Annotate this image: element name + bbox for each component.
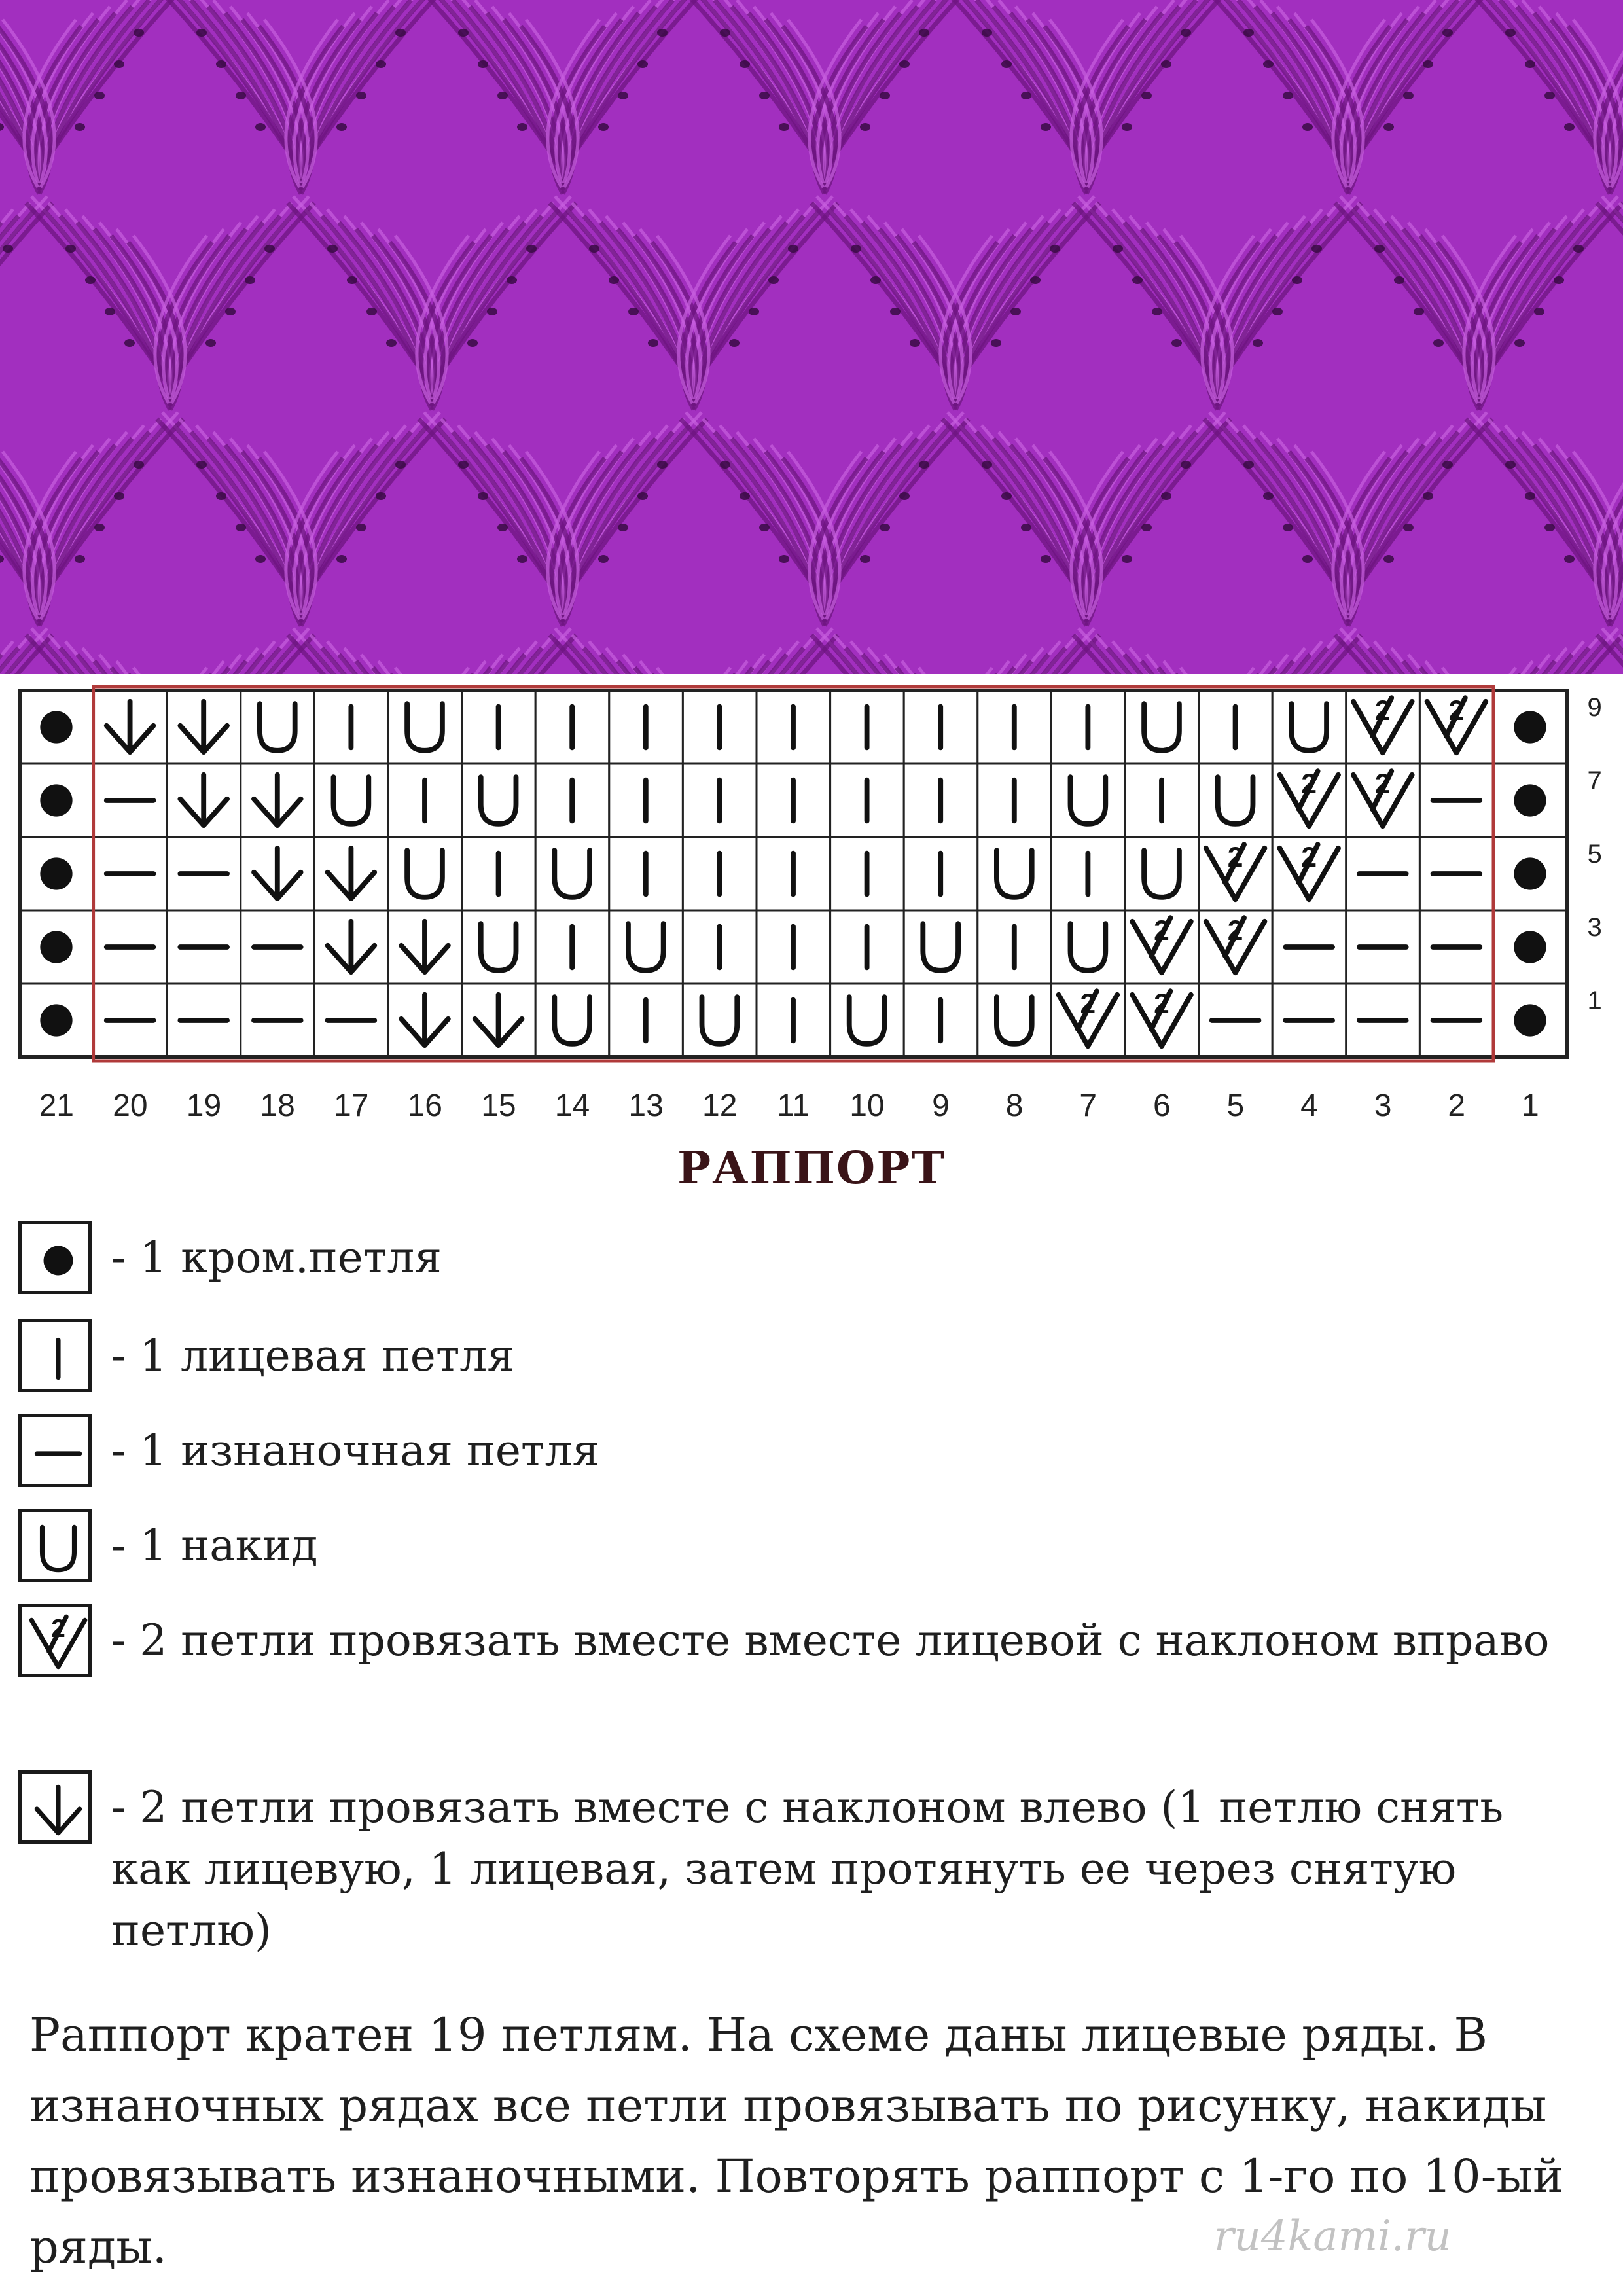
- chart-cell: [1272, 837, 1346, 910]
- chart-cell: [1199, 691, 1273, 764]
- chart-cell: [978, 837, 1052, 910]
- chart-cell: [462, 691, 536, 764]
- chart-cell: [20, 764, 94, 837]
- k2tog-count-label: 2: [51, 1614, 65, 1643]
- chart-cell: [830, 837, 904, 910]
- chart-cell: [978, 764, 1052, 837]
- chart-cell: [904, 691, 978, 764]
- chart-cell: [1419, 764, 1493, 837]
- stitch-column-number: 11: [777, 1088, 810, 1123]
- legend-symbol-box: [18, 1221, 92, 1294]
- k2tog-count-label: 2: [1301, 768, 1317, 800]
- k2tog-count-label: 2: [1227, 841, 1243, 873]
- chart-cell: [241, 691, 315, 764]
- stitch-column-number: 5: [1226, 1088, 1245, 1123]
- stitch-column-number: 9: [932, 1088, 950, 1123]
- chart-cell: [757, 910, 830, 984]
- chart-cell: [683, 837, 757, 910]
- chart-cell: [1419, 910, 1493, 984]
- chart-cell: [1346, 910, 1420, 984]
- chart-cell: [314, 910, 388, 984]
- edge-stitch-dot: [44, 1246, 73, 1276]
- chart-cell: [830, 764, 904, 837]
- chart-cell: [1346, 984, 1420, 1057]
- chart-cell: [1419, 984, 1493, 1057]
- chart-cell: [978, 984, 1052, 1057]
- chart-cell: [757, 764, 830, 837]
- chart-cell: [978, 691, 1052, 764]
- row-number: 5: [1587, 840, 1602, 869]
- chart-cell: [20, 910, 94, 984]
- chart-cell: [1125, 691, 1199, 764]
- knit-stitch-icon: [22, 1322, 95, 1395]
- chart-cell: [1125, 910, 1199, 984]
- stitch-column-number: 4: [1300, 1088, 1318, 1123]
- legend-symbol-box: [18, 1509, 92, 1582]
- chart-cell: [241, 837, 315, 910]
- stitch-column-number: 12: [702, 1088, 738, 1123]
- chart-cell: [388, 837, 462, 910]
- chart-cell: [1051, 837, 1125, 910]
- legend-text: - 1 кром.петля: [111, 1232, 442, 1283]
- stitch-column-number: 10: [849, 1088, 885, 1123]
- chart-cell: [609, 691, 683, 764]
- legend-symbol-box: [18, 1414, 92, 1487]
- chart-cell: [462, 984, 536, 1057]
- knitted-fabric-photo: [0, 0, 1623, 674]
- chart-cell: [94, 691, 168, 764]
- chart-cell: [1125, 764, 1199, 837]
- legend-text: - 1 изнаночная петля: [111, 1426, 600, 1476]
- chart-cell: [535, 984, 609, 1057]
- chart-cell: [1419, 837, 1493, 910]
- chart-cell: [830, 691, 904, 764]
- chart-cell: [1493, 691, 1567, 764]
- k2tog-count-label: 2: [1154, 988, 1169, 1020]
- k2tog-count-label: 2: [1080, 988, 1096, 1020]
- row-number: 3: [1587, 913, 1602, 942]
- chart-cell: [1199, 910, 1273, 984]
- chart-cell: [609, 764, 683, 837]
- stitch-column-number: 8: [1005, 1088, 1024, 1123]
- stitch-column-number: 6: [1152, 1088, 1171, 1123]
- chart-cell: [904, 837, 978, 910]
- stitch-column-number: 2: [1448, 1088, 1466, 1123]
- chart-cell: [1272, 910, 1346, 984]
- chart-cell: [1272, 691, 1346, 764]
- chart-cell: [683, 691, 757, 764]
- chart-cell: [1051, 764, 1125, 837]
- chart-grid: [0, 674, 1623, 1145]
- stitch-column-number: 15: [481, 1088, 516, 1123]
- edge-stitch-dot: [40, 931, 72, 963]
- knitting-chart: [0, 674, 1623, 1145]
- chart-title: РАППОРТ: [677, 1142, 946, 1194]
- chart-cell: [241, 984, 315, 1057]
- chart-cell: [683, 910, 757, 984]
- chart-cell: [462, 764, 536, 837]
- chart-cell: [167, 910, 241, 984]
- chart-cell: [167, 984, 241, 1057]
- chart-cell: [1051, 984, 1125, 1057]
- chart-cell: [904, 764, 978, 837]
- chart-cell: [94, 837, 168, 910]
- legend-text: - 2 петли провязать вместе вместе лицевой с наклоном вправо: [111, 1615, 1550, 1666]
- chart-cell: [388, 764, 462, 837]
- edge-stitch-dot: [1514, 711, 1546, 743]
- legend-text: - 2 петли провязать вместе с наклоном влево (1 петлю снять как лицевую, 1 лицевая, затем протянуть ее через снятую петлю): [111, 1782, 1504, 1956]
- yarn-over-mark: [43, 1527, 75, 1570]
- chart-cell: [388, 910, 462, 984]
- chart-cell: [757, 691, 830, 764]
- chart-cell: [94, 764, 168, 837]
- pattern-instructions: Раппорт кратен 19 петлям. На схеме даны лицевые ряды. В изнаночных рядах все петли провязывать по рисунку, накиды провязывать изнаночными. Повторять раппорт с 1-го по 10-ый ряды.: [29, 2008, 1563, 2274]
- chart-cell: [1125, 984, 1199, 1057]
- legend-text: - 1 лицевая петля: [111, 1331, 514, 1381]
- stitch-column-number: 14: [554, 1088, 590, 1123]
- edge-stitch-dot: [1514, 931, 1546, 963]
- chart-cell: [1419, 691, 1493, 764]
- chart-cell: [1346, 837, 1420, 910]
- chart-cell: [314, 984, 388, 1057]
- chart-cell: [683, 764, 757, 837]
- chart-cell: [1493, 837, 1567, 910]
- chart-cell: [388, 691, 462, 764]
- legend-text: - 1 накид: [111, 1520, 318, 1571]
- site-watermark: ru4kami.ru: [1214, 2212, 1452, 2261]
- chart-cell: [94, 984, 168, 1057]
- chart-cell: [94, 910, 168, 984]
- k2tog-count-label: 2: [1374, 768, 1391, 800]
- chart-cell: [904, 910, 978, 984]
- k2tog-count-label: 2: [1374, 694, 1391, 726]
- stitch-column-number: 18: [260, 1088, 295, 1123]
- stitch-column-number: 17: [334, 1088, 369, 1123]
- edge-stitch-dot: [40, 857, 72, 889]
- edge-stitch-dot: [1514, 857, 1546, 889]
- row-number: 9: [1587, 693, 1602, 723]
- chart-cell: [830, 984, 904, 1057]
- k2tog-count-label: 2: [1448, 694, 1465, 726]
- chart-cell: [1346, 764, 1420, 837]
- chart-cell: [1199, 764, 1273, 837]
- chart-cell: [20, 691, 94, 764]
- k2tog-count-label: 2: [1301, 841, 1317, 873]
- edge-stitch-dot: [1514, 784, 1546, 816]
- chart-cell: [1493, 910, 1567, 984]
- edge-stitch-dot: [40, 711, 72, 743]
- chart-cell: [830, 910, 904, 984]
- chart-cell: [1199, 984, 1273, 1057]
- chart-cell: [388, 984, 462, 1057]
- chart-cell: [314, 837, 388, 910]
- chart-cell: [1051, 691, 1125, 764]
- yarn-over-icon: [22, 1512, 95, 1585]
- row-number: 1: [1587, 986, 1602, 1016]
- k2tog-right-icon: [22, 1607, 95, 1680]
- chart-cell: [609, 910, 683, 984]
- chart-cell: [167, 764, 241, 837]
- stitch-column-number: 16: [407, 1088, 442, 1123]
- chart-cell: [1493, 984, 1567, 1057]
- chart-cell: [1272, 764, 1346, 837]
- chart-cell: [683, 984, 757, 1057]
- legend-symbol-box: [18, 1770, 92, 1844]
- chart-cell: [904, 984, 978, 1057]
- chart-cell: [167, 691, 241, 764]
- chart-cell: [978, 910, 1052, 984]
- chart-cell: [20, 837, 94, 910]
- chart-cell: [314, 764, 388, 837]
- chart-cell: [241, 764, 315, 837]
- fabric-texture-image: [0, 0, 1623, 674]
- chart-cell: [1051, 910, 1125, 984]
- chart-cell: [609, 837, 683, 910]
- stitch-column-number: 7: [1079, 1088, 1097, 1123]
- chart-cell: [609, 984, 683, 1057]
- chart-cell: [535, 910, 609, 984]
- chart-cell: [757, 837, 830, 910]
- chart-cell: [1346, 691, 1420, 764]
- stitch-column-number: 13: [628, 1088, 664, 1123]
- k2tog-count-label: 2: [1227, 914, 1243, 946]
- purl-stitch-icon: [22, 1417, 95, 1490]
- chart-cell: [167, 837, 241, 910]
- edge-stitch-icon: [22, 1224, 95, 1297]
- chart-cell: [757, 984, 830, 1057]
- chart-cell: [314, 691, 388, 764]
- chart-cell: [1125, 837, 1199, 910]
- edge-stitch-dot: [1514, 1004, 1546, 1036]
- stitch-column-number: 1: [1521, 1088, 1539, 1123]
- chart-cell: [535, 837, 609, 910]
- chart-cell: [1199, 837, 1273, 910]
- chart-cell: [535, 691, 609, 764]
- chart-cell: [462, 837, 536, 910]
- legend-symbol-box: [18, 1319, 92, 1392]
- stitch-column-number: 21: [39, 1088, 74, 1123]
- chart-cell: [1493, 764, 1567, 837]
- chart-cell: [241, 910, 315, 984]
- stitch-column-number: 20: [113, 1088, 148, 1123]
- edge-stitch-dot: [40, 784, 72, 816]
- stitch-column-number: 19: [186, 1088, 222, 1123]
- k2tog-count-label: 2: [1154, 914, 1169, 946]
- chart-cell: [1272, 984, 1346, 1057]
- legend-symbol-box: [18, 1604, 92, 1677]
- edge-stitch-dot: [40, 1004, 72, 1036]
- chart-cell: [535, 764, 609, 837]
- chart-cell: [20, 984, 94, 1057]
- ssk-left-icon: [22, 1774, 95, 1847]
- chart-cell: [462, 910, 536, 984]
- stitch-column-number: 3: [1374, 1088, 1392, 1123]
- row-number: 7: [1587, 766, 1602, 796]
